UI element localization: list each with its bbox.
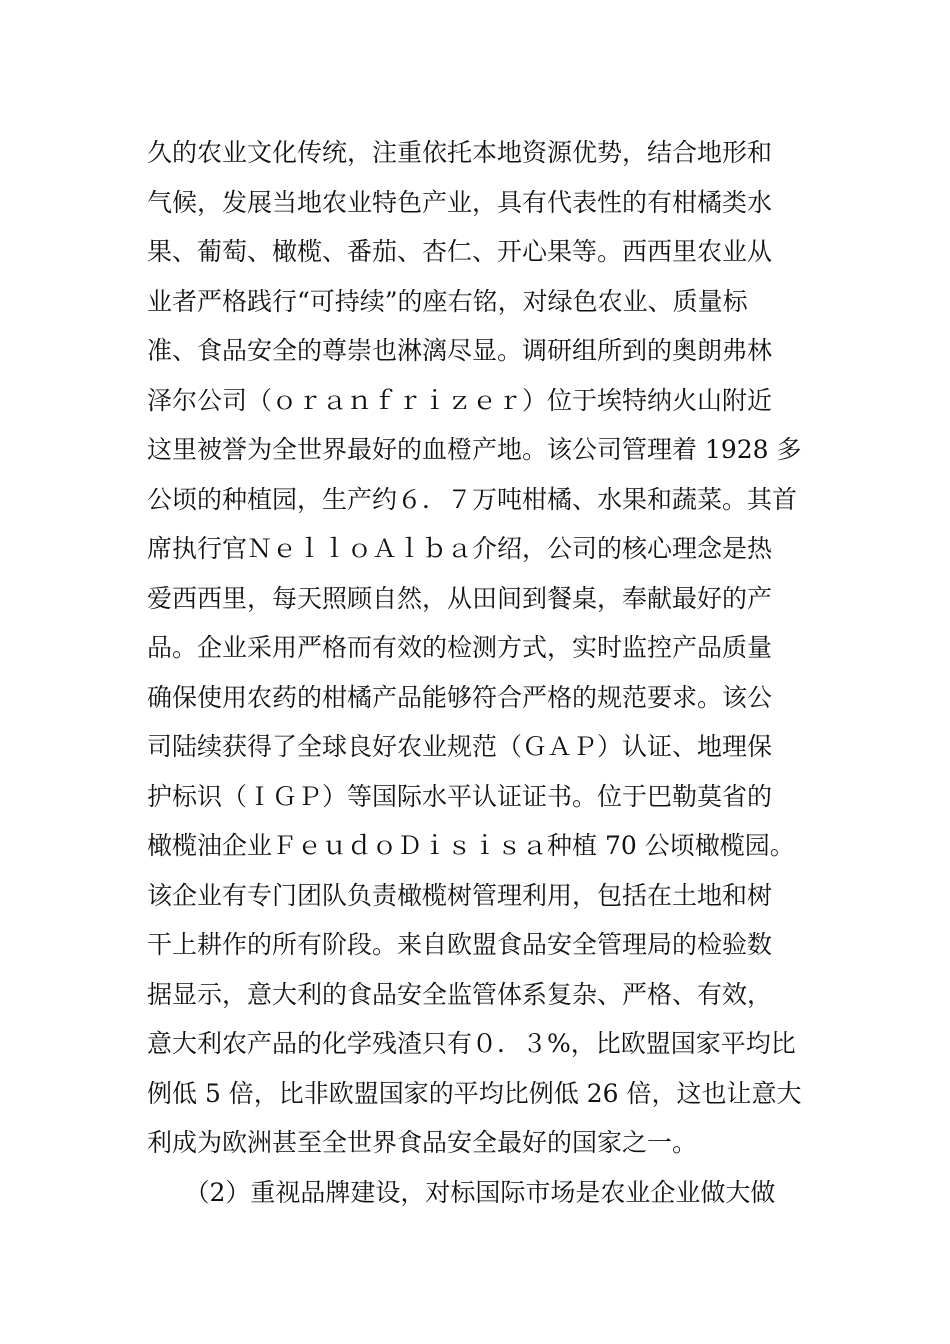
text-line: 业者严格践行“可持续”的座右铭，对绿色农业、质量标 (147, 286, 748, 316)
body-text (147, 128, 812, 1217)
text-line: 例低 5 倍，比非欧盟国家的平均比例低 26 倍，这也让意大 (147, 1078, 802, 1108)
text-line: 这里被誉为全世界最好的血橙产地。该公司管理着 1928 多 (147, 435, 802, 464)
text-line: 气候，发展当地农业特色产业，具有代表性的有柑橘类水 (147, 187, 773, 217)
text-line: 准、食品安全的尊崇也淋漓尽显。调研组所到的奥朗弗林 (147, 336, 773, 365)
text-line: 护标识（ＩＧＰ）等国际水平认证证书。位于巴勒莫省的 (147, 781, 773, 811)
text-line: 意大利农产品的化学残渣只有０．３%，比欧盟国家平均比 (147, 1029, 796, 1058)
text-line: 席执行官ＮｅｌｌｏＡｌｂａ介绍，公司的核心理念是热 (147, 534, 773, 563)
text-line: 品。企业采用严格而有效的检测方式，实时监控产品质量 (147, 633, 773, 662)
text-line: 干上耕作的所有阶段。来自欧盟食品安全管理局的检验数 (147, 930, 773, 959)
text-line: 泽尔公司（ｏｒａｎｆｒｉｚｅｒ）位于埃特纳火山附近 (147, 385, 773, 415)
text-line: 公顷的种植园，生产约６．７万吨柑橘、水果和蔬菜。其首 (147, 484, 798, 514)
text-line: 久的农业文化传统，注重依托本地资源优势，结合地形和 (147, 138, 773, 167)
text-line: 利成为欧洲甚至全世界食品安全最好的国家之一。 (147, 1128, 698, 1157)
text-line: 据显示，意大利的食品安全监管体系复杂、严格、有效， (147, 979, 773, 1009)
text-line: 爱西西里，每天照顾自然，从田间到餐桌，奉献最好的产 (147, 583, 773, 613)
text-line: 该企业有专门团队负责橄榄树管理利用，包括在土地和树 (147, 880, 773, 910)
text-line: 司陆续获得了全球良好农业规范（ＧＡＰ）认证、地理保 (147, 732, 773, 761)
text-line: 果、葡萄、橄榄、番茄、杏仁、开心果等。西西里农业从 (147, 237, 773, 266)
text-line: 确保使用农药的柑橘产品能够符合严格的规范要求。该公 (147, 682, 773, 712)
text-line: 橄榄油企业ＦｅｕｄｏＤｉｓｉｓａ种植 70 公顷橄榄园。 (147, 831, 795, 860)
section-heading-line: （2）重视品牌建设，对标国际市场是农业企业做大做 (147, 1177, 776, 1207)
